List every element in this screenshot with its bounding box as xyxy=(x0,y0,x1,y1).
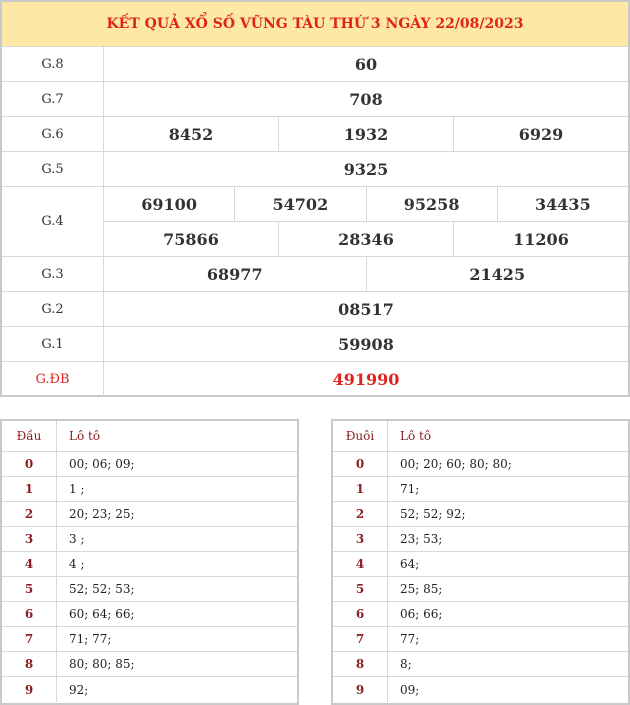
row-key: 9 xyxy=(2,677,57,702)
row-value: 25; 85; xyxy=(400,582,443,596)
row-value: 92; xyxy=(69,682,89,697)
row-value: 52; 52; 92; xyxy=(400,507,466,521)
row-key: 4 xyxy=(2,552,57,576)
prize-number: 08517 xyxy=(338,299,394,319)
row-value: 3 ; xyxy=(69,532,85,546)
row-key: 0 xyxy=(2,452,57,476)
row-key: 7 xyxy=(333,627,388,651)
column-header-loto: Lô tô xyxy=(400,429,432,443)
prize-number: 21425 xyxy=(366,257,629,291)
row-value: 23; 53; xyxy=(400,532,443,546)
prize-number: 1932 xyxy=(278,117,453,151)
row-key: 8 xyxy=(333,652,388,676)
row-value: 06; 66; xyxy=(400,607,443,621)
results-title: KẾT QUẢ XỔ SỐ VŨNG TÀU THỨ 3 NGÀY 22/08/2023 xyxy=(2,2,628,47)
row-key: 5 xyxy=(2,577,57,601)
row-value: 71; 77; xyxy=(69,632,112,646)
table-row xyxy=(333,627,628,652)
table-row xyxy=(2,677,297,702)
table-row xyxy=(333,577,628,602)
row-key: 4 xyxy=(333,552,388,576)
prize-row-g7 xyxy=(2,82,628,117)
prize-number: 68977 xyxy=(206,264,263,284)
prize-row-g8 xyxy=(2,47,628,82)
prize-number: 28346 xyxy=(278,222,453,256)
row-value: 00; 20; 60; 80; 80; xyxy=(400,457,512,471)
row-value: 52; 52; 53; xyxy=(69,582,135,596)
table-row xyxy=(2,477,297,502)
prize-row-g2 xyxy=(2,292,628,327)
table-row xyxy=(333,502,628,527)
table-row xyxy=(2,552,297,577)
row-key: 2 xyxy=(333,502,388,526)
table-row xyxy=(2,577,297,602)
row-value: 80; 80; 85; xyxy=(69,657,135,671)
row-key: 0 xyxy=(333,452,388,476)
column-header-duoi: Đuôi xyxy=(333,421,388,451)
row-value: 8; xyxy=(400,657,412,671)
table-header xyxy=(333,421,628,452)
row-value: 4 ; xyxy=(69,557,85,571)
prize-label: G.2 xyxy=(2,292,104,326)
prize-number: 9325 xyxy=(343,159,389,179)
table-row xyxy=(333,677,628,702)
prize-label: G.8 xyxy=(2,47,104,81)
prize-label: G.3 xyxy=(2,257,104,291)
prize-number: 59908 xyxy=(338,334,394,354)
prize-label: G.5 xyxy=(2,152,104,186)
table-row xyxy=(333,452,628,477)
column-header-dau: Đầu xyxy=(2,421,57,451)
duoi-loto-table xyxy=(331,419,630,705)
row-key: 3 xyxy=(333,527,388,551)
row-key: 6 xyxy=(333,602,388,626)
row-value: 00; 06; 09; xyxy=(69,457,135,471)
prize-number: 69100 xyxy=(141,194,197,214)
prize-row-special xyxy=(2,362,628,397)
prize-row-g1 xyxy=(2,327,628,362)
prize-number: 54702 xyxy=(234,187,365,221)
row-key: 1 xyxy=(2,477,57,501)
prize-number: 34435 xyxy=(497,187,628,221)
row-value: 1 ; xyxy=(69,482,85,496)
row-value: 71; xyxy=(400,482,420,496)
prize-label: G.ĐB xyxy=(2,362,104,397)
prize-number: 75866 xyxy=(163,229,219,249)
table-row xyxy=(333,527,628,552)
prize-row-g5 xyxy=(2,152,628,187)
column-header-loto: Lô tô xyxy=(69,429,101,443)
prize-label: G.6 xyxy=(2,117,104,151)
row-value: 60; 64; 66; xyxy=(69,607,135,621)
prize-number: 11206 xyxy=(453,222,628,256)
row-key: 1 xyxy=(333,477,388,501)
table-header xyxy=(2,421,297,452)
prize-row-g4 xyxy=(2,187,628,257)
row-key: 3 xyxy=(2,527,57,551)
row-value: 64; xyxy=(400,557,420,571)
prize-row-g6 xyxy=(2,117,628,152)
prize-label: G.4 xyxy=(2,187,104,256)
prize-row-g3 xyxy=(2,257,628,292)
row-key: 8 xyxy=(2,652,57,676)
prize-label: G.1 xyxy=(2,327,104,361)
row-key: 9 xyxy=(333,677,388,702)
prize-label: G.7 xyxy=(2,82,104,116)
prize-number: 708 xyxy=(349,89,383,109)
dau-loto-table xyxy=(0,419,299,705)
prize-number: 95258 xyxy=(366,187,497,221)
prize-number: 60 xyxy=(354,54,378,74)
row-key: 6 xyxy=(2,602,57,626)
row-value: 09; xyxy=(400,682,420,697)
table-row xyxy=(333,652,628,677)
table-row xyxy=(2,502,297,527)
table-row xyxy=(333,477,628,502)
table-row xyxy=(2,627,297,652)
special-prize-number: 491990 xyxy=(332,370,400,389)
row-value: 77; xyxy=(400,632,420,646)
table-row xyxy=(2,602,297,627)
prize-number: 8452 xyxy=(168,124,214,144)
table-row xyxy=(333,602,628,627)
row-key: 5 xyxy=(333,577,388,601)
table-row xyxy=(2,452,297,477)
row-key: 7 xyxy=(2,627,57,651)
table-row xyxy=(2,527,297,552)
table-row xyxy=(333,552,628,577)
row-value: 20; 23; 25; xyxy=(69,507,135,521)
prize-number: 6929 xyxy=(453,117,628,151)
table-row xyxy=(2,652,297,677)
row-key: 2 xyxy=(2,502,57,526)
